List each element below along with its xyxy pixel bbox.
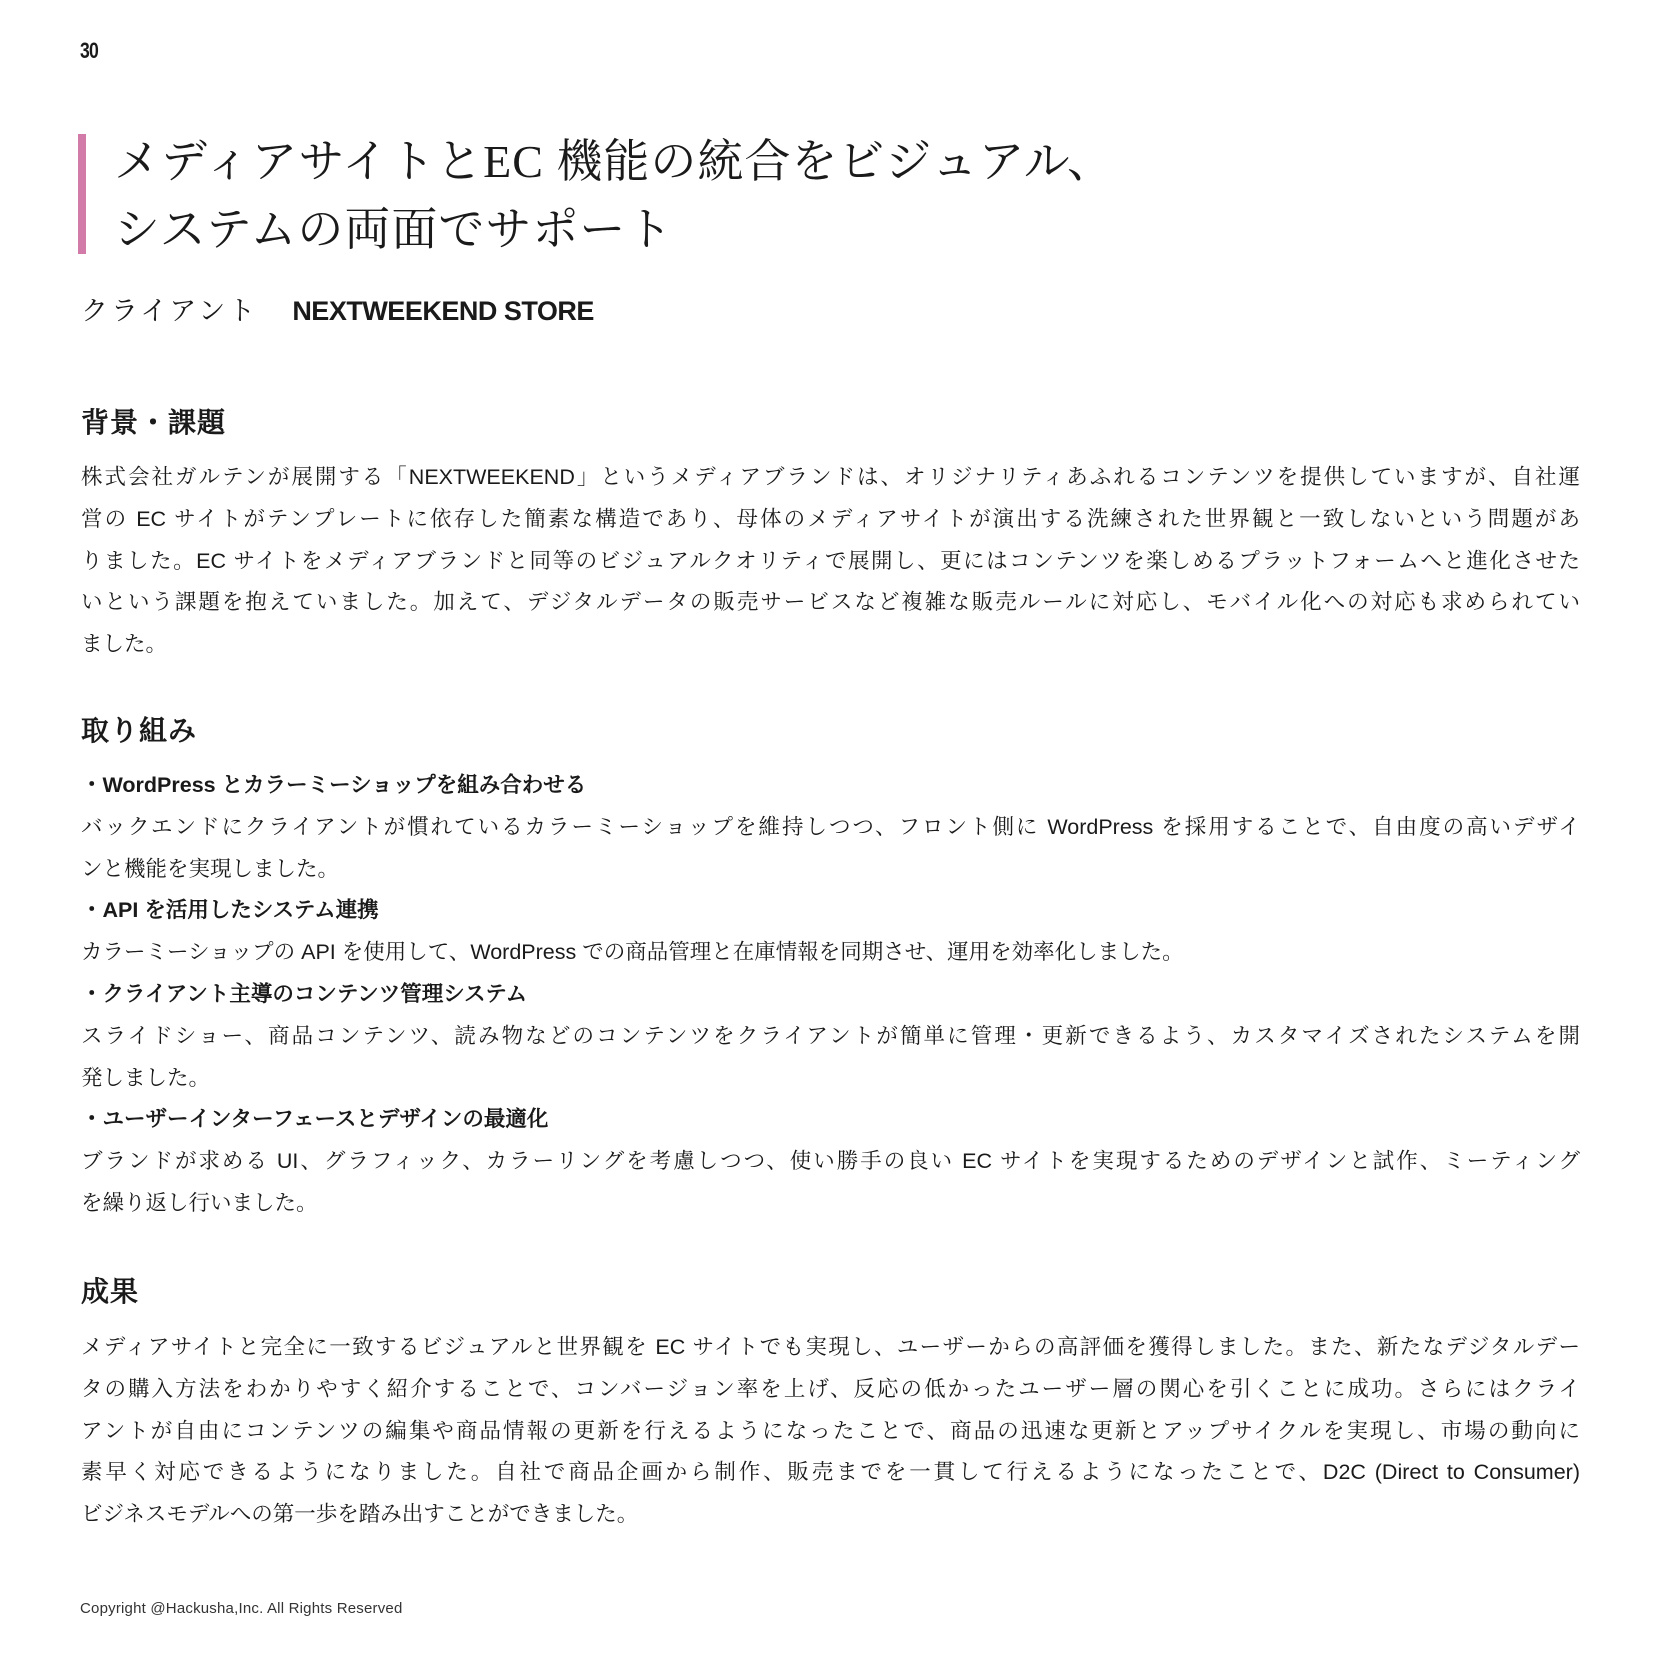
approach-item-line: ンと機能を実現しました。 xyxy=(81,856,340,881)
section-heading-results: 成果 xyxy=(81,1276,140,1307)
approach-item-title: ・WordPress とカラーミーショップを組み合わせる xyxy=(81,773,587,797)
paragraph-line: りました。EC サイトをメディアブランドと同等のビジュアルクオリティで展開し、更にはコンテンツを楽しめるプラットフォームへと進化させた xyxy=(81,548,1580,573)
approach-item-line: を繰り返し行いました。 xyxy=(81,1190,318,1215)
results-paragraph xyxy=(81,1327,1580,1536)
section-heading-background: 背景・課題 xyxy=(81,407,227,438)
approach-item-line: バックエンドにクライアントが慣れているカラーミーショップを維持しつつ、フロント側に WordPress を採用することで、自由度の高いデザイ xyxy=(81,814,1580,839)
page-title xyxy=(114,128,1114,264)
paragraph-line: いという課題を抱えていました。加えて、デジタルデータの販売サービスなど複雑な販売ルールに対応し、モバイル化への対応も求められてい xyxy=(81,590,1580,615)
approach-list xyxy=(81,765,1580,1225)
paragraph-line: アントが自由にコンテンツの編集や商品情報の更新を行えるようになったことで、商品の迅速な更新とアップサイクルを実現し、市場の動向に xyxy=(81,1418,1580,1443)
paragraph-line: 素早く対応できるようになりました。自社で商品企画から制作、販売までを一貫して行えるようになったことで、D2C (Direct to Consumer) xyxy=(81,1460,1580,1485)
client-name: NEXTWEEKEND STORE xyxy=(292,296,594,326)
page-number: 30 xyxy=(80,38,98,63)
paragraph-line: 株式会社ガルテンが展開する「NEXTWEEKEND」というメディアブランドは、オリジナリティあふれるコンテンツを提供していますが、自社運 xyxy=(81,465,1580,489)
paragraph-line: ました。 xyxy=(81,632,168,657)
approach-item-title: ・クライアント主導のコンテンツ管理システム xyxy=(81,981,528,1006)
approach-item-line: カラーミーショップの API を使用して、WordPress での商品管理と在庫情報を同期させ、運用を効率化しました。 xyxy=(81,940,1184,965)
title-line-1: メディアサイトとEC 機能の統合をビジュアル、 xyxy=(114,136,1114,187)
title-accent-bar xyxy=(78,134,86,254)
approach-item-title: ・ユーザーインターフェースとデザインの最適化 xyxy=(81,1107,549,1132)
title-line-2: システムの両面でサポート xyxy=(114,204,674,255)
paragraph-line: タの購入方法をわかりやすく紹介することで、コンバージョン率を上げ、反応の低かったユーザー層の関心を引くことに成功。さらにはクライ xyxy=(81,1376,1580,1401)
approach-item-line: ブランドが求める UI、グラフィック、カラーリングを考慮しつつ、使い勝手の良い EC サイトを実現するためのデザインと試作、ミーティング xyxy=(81,1149,1580,1174)
approach-item-line: 発しました。 xyxy=(81,1065,211,1090)
client-info xyxy=(81,289,594,328)
background-paragraph xyxy=(81,457,1580,666)
paragraph-line: ビジネスモデルへの第一歩を踏み出すことができました。 xyxy=(81,1502,639,1527)
approach-item-title: ・API を活用したシステム連携 xyxy=(81,898,379,923)
paragraph-line: メディアサイトと完全に一致するビジュアルと世界観を EC サイトでも実現し、ユーザーからの高評価を獲得しました。また、新たなデジタルデー xyxy=(81,1335,1580,1359)
section-heading-approach: 取り組み xyxy=(81,715,198,746)
client-label: クライアント xyxy=(81,296,259,326)
copyright-footer: Copyright @Hackusha,Inc. All Rights Reserved xyxy=(80,1600,403,1617)
paragraph-line: 営の EC サイトがテンプレートに依存した簡素な構造であり、母体のメディアサイトが演出する洗練された世界観と一致しないという問題があ xyxy=(81,506,1580,531)
approach-item-line: スライドショー、商品コンテンツ、読み物などのコンテンツをクライアントが簡単に管理・更新できるよう、カスタマイズされたシステムを開 xyxy=(81,1023,1580,1048)
